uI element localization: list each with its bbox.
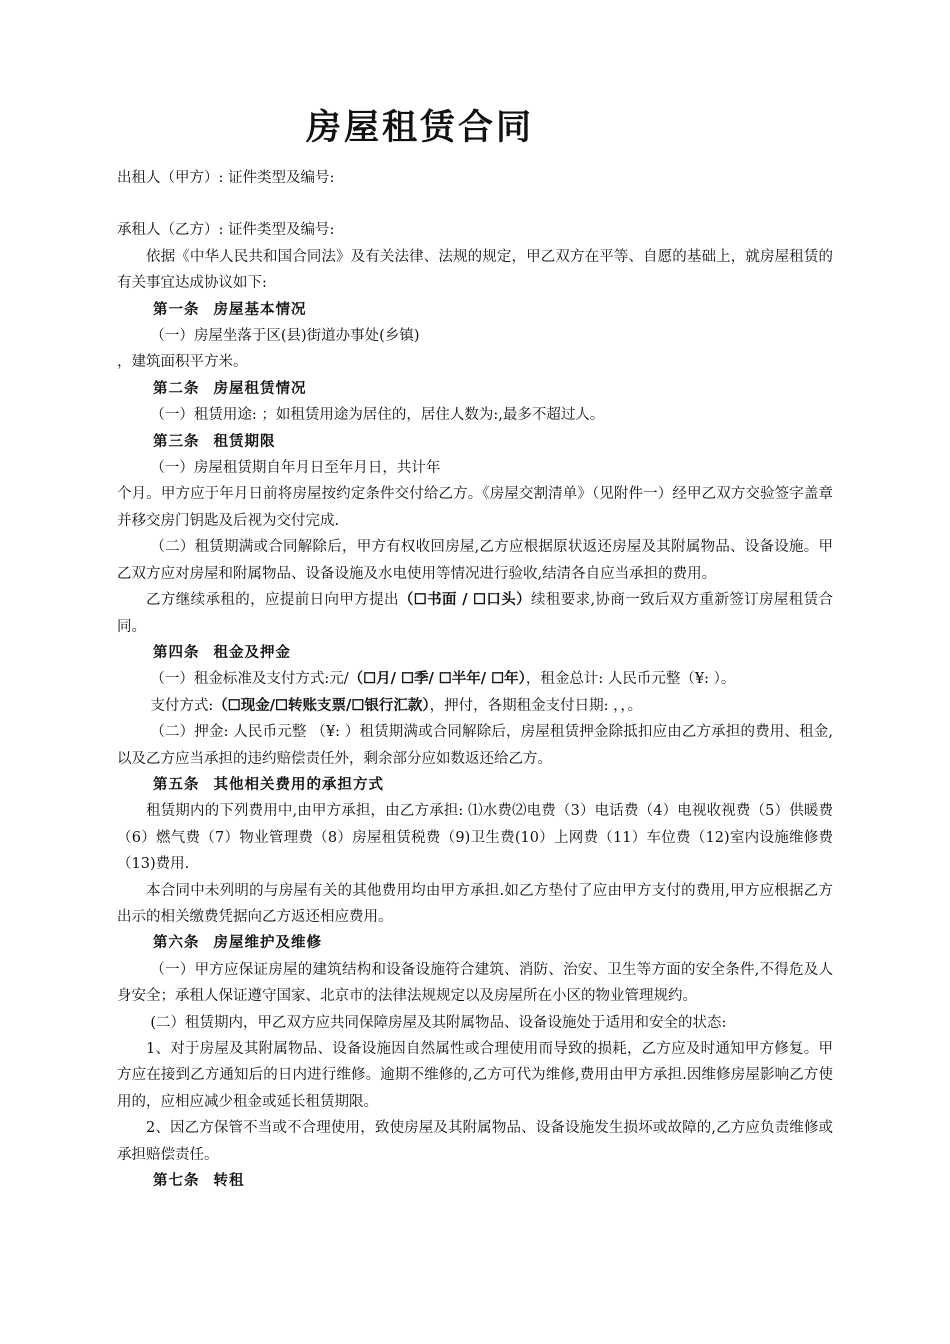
article-7-title: 转租 xyxy=(213,1172,245,1190)
article-7-number: 第七条 xyxy=(153,1172,200,1190)
article-1-clause-1: （一）房屋坐落于区(县)街道办事处(乡镇) xyxy=(150,328,420,345)
intro-paragraph: 依据《中华人民共和国合同法》及有关法律、法规的规定，甲乙双方在平等、自愿的基础上，就房屋租赁的有关事宜达成协议如下: xyxy=(117,248,833,292)
article-3-number: 第三条 xyxy=(153,432,200,450)
article-5-number: 第五条 xyxy=(153,775,200,793)
article-6-number: 第六条 xyxy=(153,934,200,952)
article-3-title: 租赁期限 xyxy=(213,432,276,450)
rent-period-options: （☐月/ ☐季/ ☐半年/ ☐年） xyxy=(348,670,526,688)
article-4-clause-1: （一）租金标准及支付方式:元/（☐月/ ☐季/ ☐半年/ ☐年），租金总计: 人民币元整（¥: ）。 xyxy=(150,670,736,688)
article-1-number: 第一条 xyxy=(153,300,200,318)
article-1-heading xyxy=(117,297,833,323)
party-a-line: 出租人（甲方）: 证件类型及编号: xyxy=(117,170,335,186)
article-6-clause-1: （一）甲方应保证房屋的建筑结构和设备设施符合建筑、消防、治安、卫生等方面的安全条件,不得危及人身安全；承租人保证遵守国家、北京市的法律法规规定以及房屋所在小区的物业管理规约。 xyxy=(117,961,833,1005)
article-1-clause-1-cont: ，建筑面积平方米。 xyxy=(117,354,248,371)
article-3-clause-2: （二）租赁期满或合同解除后，甲方有权收回房屋,乙方应根据原状返还房屋及其附属物品、设备设施。甲乙双方应对房屋和附属物品、设备设施及水电使用等情况进行验收,结清各自应当承担的费用。 xyxy=(117,539,833,582)
article-6-clause-2: (二）租赁期内，甲乙双方应共同保障房屋及其附属物品、设备设施处于适用和安全的状态: xyxy=(150,1014,727,1031)
article-3-heading xyxy=(117,429,833,455)
article-3-clause-1-cont: 个月。甲方应于年月日前将房屋按约定条件交付给乙方。《房屋交割清单》（见附件一）经甲乙双方交验签字盖章并移交房门钥匙及后视为交付完成. xyxy=(117,486,833,529)
article-4-clause-2: （二）押金: 人民币元整 （¥: ）租赁期满或合同解除后，房屋租赁押金除抵扣应由乙方承担的费用、租金,以及乙方应当承担的违约赔偿责任外，剩余部分应如数返还给乙方。 xyxy=(117,724,833,767)
article-4-number: 第四条 xyxy=(153,643,200,661)
article-2-number: 第二条 xyxy=(153,379,200,397)
article-5-clause-1: 租赁期内的下列费用中,由甲方承担，由乙方承担: ⑴水费⑵电费（3）电话费（4）电视收视费（5）供暖费（6）燃气费（7）物业管理费（8）房屋租赁税费（9)卫生费(10）上网费（11）车位费（12)室内设施维修费（13)费用. xyxy=(117,803,833,873)
article-4-payment-method: 支付方式:（☐现金/☐转账支票/☐银行汇款），押付，各期租金支付日期: ，，。 xyxy=(150,696,643,714)
article-5-heading xyxy=(117,772,833,798)
article-2-title: 房屋租赁情况 xyxy=(213,379,307,397)
article-4-title: 租金及押金 xyxy=(213,643,291,661)
article-6-title: 房屋维护及维修 xyxy=(213,934,322,952)
article-6-heading xyxy=(117,930,833,956)
article-2-heading xyxy=(117,376,833,402)
article-4-heading xyxy=(117,640,833,666)
article-3-clause-1: （一）房屋租赁期自年月日至年月日，共计年 xyxy=(150,460,441,477)
payment-method-options: （☐现金/☐转账支票/☐银行汇款） xyxy=(213,696,430,714)
article-5-clause-2: 本合同中未列明的与房屋有关的其他费用均由甲方承担.如乙方垫付了应由甲方支付的费用,甲方应根据乙方出示的相关缴费凭据向乙方返还相应费用。 xyxy=(117,882,833,925)
article-3-renewal: 乙方继续承租的，应提前日向甲方提出（☐书面 / ☐口头）续租要求,协商一致后双方重新签订房屋租赁合同。 xyxy=(117,591,834,635)
renewal-method-options: （☐书面 / ☐口头） xyxy=(398,591,531,609)
article-6-item-1: 1、对于房屋及其附属物品、设备设施因自然属性或合理使用而导致的损耗，乙方应及时通知甲方修复。甲方应在接到乙方通知后的日内进行维修。逾期不维修的,乙方可代为维修,费用由甲方承担.因维修房屋影响乙方使用的，应相应减少租金或延长租赁期限。 xyxy=(117,1041,833,1110)
article-7-heading xyxy=(117,1168,833,1194)
blank-line xyxy=(117,191,833,217)
document-title: 房屋租赁合同 xyxy=(305,108,534,148)
article-5-title: 其他相关费用的承担方式 xyxy=(213,775,384,793)
article-2-clause-1: （一）租赁用途: ；如租赁用途为居住的，居住人数为:,最多不超过人。 xyxy=(150,407,605,424)
party-b-line: 承租人（乙方）: 证件类型及编号: xyxy=(117,222,335,239)
article-1-title: 房屋基本情况 xyxy=(213,300,307,318)
contract-body xyxy=(117,165,833,1194)
article-6-item-2: 2、因乙方保管不当或不合理使用，致使房屋及其附属物品、设备设施发生损坏或故障的,乙方应负责维修或承担赔偿责任。 xyxy=(117,1120,833,1163)
